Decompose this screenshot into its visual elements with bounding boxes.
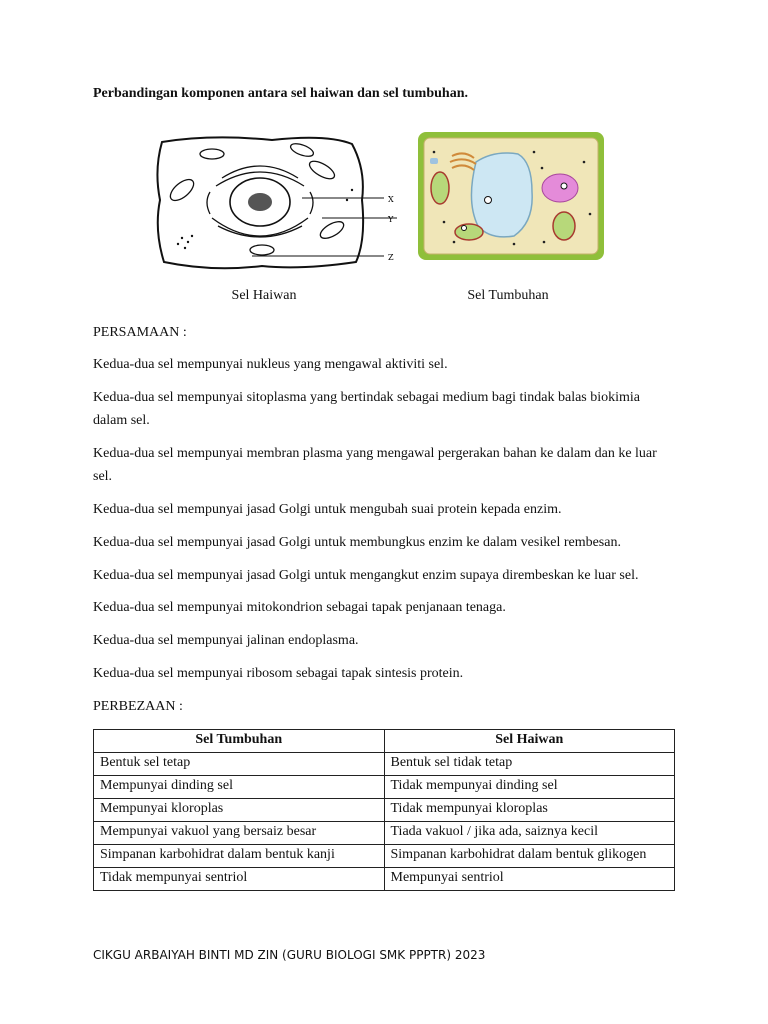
similarity-item: Kedua-dua sel mempunyai sitoplasma yang bertindak sebagai medium bagi tindak balas biokimia dalam sel. (93, 390, 641, 428)
similarity-item: Kedua-dua sel mempunyai mitokondrion sebagai tapak penjanaan tenaga. (93, 600, 506, 615)
table-row (94, 799, 675, 822)
label-z: Z (388, 253, 394, 262)
table-row (94, 753, 675, 776)
table-cell: Bentuk sel tetap (94, 753, 385, 776)
table-cell: Mempunyai kloroplas (94, 799, 385, 822)
similarity-item: Kedua-dua sel mempunyai jasad Golgi untuk mengangkut enzim supaya dirembeskan ke luar sel. (93, 568, 639, 583)
differences-table (93, 729, 675, 891)
table-cell: Tiada vakuol / jika ada, saiznya kecil (384, 822, 675, 845)
table-row (94, 822, 675, 845)
table-cell: Tidak mempunyai sentriol (94, 868, 385, 891)
table-cell: Tidak mempunyai kloroplas (384, 799, 675, 822)
table-header-row (94, 730, 675, 753)
table-cell: Bentuk sel tidak tetap (384, 753, 675, 776)
table-row (94, 868, 675, 891)
animal-cell-caption: Sel Haiwan (231, 288, 297, 303)
similarities-heading: PERSAMAAN : (93, 325, 187, 340)
column-header-plant: Sel Tumbuhan (94, 730, 385, 753)
label-x: X (388, 195, 394, 204)
similarity-item: Kedua-dua sel mempunyai jasad Golgi untuk membungkus enzim ke dalam vesikel rembesan. (93, 535, 621, 550)
animal-cell-diagram (152, 130, 400, 272)
column-header-animal: Sel Haiwan (384, 730, 675, 753)
plant-cell-caption: Sel Tumbuhan (467, 288, 549, 303)
similarity-item: Kedua-dua sel mempunyai membran plasma yang mengawal pergerakan bahan ke dalam dan ke luar sel. (93, 446, 657, 484)
page-footer: CIKGU ARBAIYAH BINTI MD ZIN (GURU BIOLOGI SMK PPPTR) 2023 (93, 948, 486, 962)
table-row (94, 845, 675, 868)
label-y: Y (388, 215, 394, 224)
similarity-item: Kedua-dua sel mempunyai jasad Golgi untuk mengubah suai protein kepada enzim. (93, 502, 562, 517)
table-cell: Tidak mempunyai dinding sel (384, 776, 675, 799)
similarity-item: Kedua-dua sel mempunyai jalinan endoplasma. (93, 633, 359, 648)
table-cell: Simpanan karbohidrat dalam bentuk kanji (94, 845, 385, 868)
similarity-item: Kedua-dua sel mempunyai nukleus yang mengawal aktiviti sel. (93, 357, 448, 372)
document-title: Perbandingan komponen antara sel haiwan dan sel tumbuhan. (93, 86, 468, 101)
table-cell: Mempunyai vakuol yang bersaiz besar (94, 822, 385, 845)
similarity-item: Kedua-dua sel mempunyai ribosom sebagai tapak sintesis protein. (93, 666, 464, 681)
table-cell: Mempunyai dinding sel (94, 776, 385, 799)
table-cell: Mempunyai sentriol (384, 868, 675, 891)
plant-cell-diagram (414, 122, 610, 262)
table-cell: Simpanan karbohidrat dalam bentuk glikogen (384, 845, 675, 868)
table-row (94, 776, 675, 799)
differences-heading: PERBEZAAN : (93, 699, 183, 714)
